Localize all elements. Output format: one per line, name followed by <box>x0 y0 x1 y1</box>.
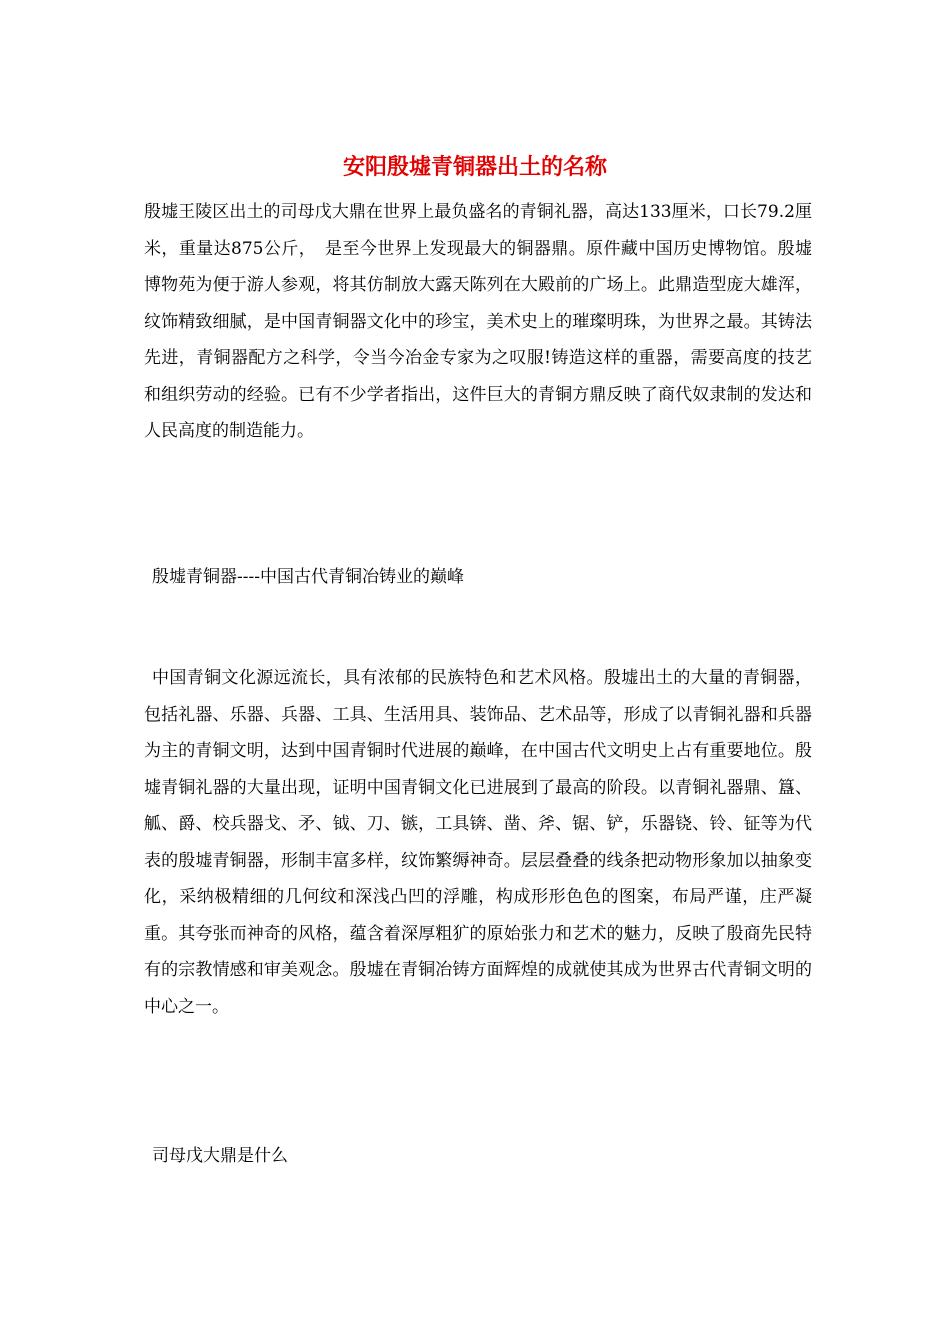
document-title: 安阳殷墟青铜器出土的名称 <box>342 155 607 180</box>
section-heading-what-is-ding: 司母戊大鼎是什么 <box>152 1146 288 1166</box>
paragraph-bronze-culture: 中国青铜文化源远流长，具有浓郁的民族特色和艺术风格。殷墟出土的大量的青铜器，包括礼器、乐器、兵器、工具、生活用具、装饰品、艺术品等，形成了以青铜礼器和兵器为主的青铜文明，达到中国青铜时代进展的巅峰，在中国古代文明史上占有重要地位。殷墟青铜礼器的大量出现，证明中国青铜文化已进展到了最高的阶段。以青铜礼器鼎、簋、觚、爵、校兵器戈、矛、钺、刀、镞，工具锛、凿、斧、锯、铲，乐器铙、铃、钲等为代表的殷墟青铜器，形制丰富多样，纹饰繁缛神奇。层层叠叠的线条把动物形象加以抽象变化，采纳极精细的几何纹和深浅凸凹的浮雕，构成形形色色的图案，布局严谨，庄严凝重。其夸张而神奇的风格，蕴含着深厚粗犷的原始张力和艺术的魅力，反映了殷商先民特有的宗教情感和审美观念。殷墟在青铜冶铸方面辉煌的成就使其成为世界古代青铜文明的中心之一。 <box>144 668 812 1017</box>
paragraph-simuwu-ding: 殷墟王陵区出土的司母戊大鼎在世界上最负盛名的青铜礼器，高达133厘米，口长79.2厘米，重量达875公斤， 是至今世界上发现最大的铜器鼎。原件藏中国历史博物馆。殷墟博物苑为便于游人参观，将其仿制放大露天陈列在大殿前的广场上。此鼎造型庞大雄浑，纹饰精致细腻，是中国青铜器文化中的珍宝，美术史上的璀璨明珠，为世界之最。其铸法先进，青铜器配方之科学，令当今冶金专家为之叹服!铸造这样的重器，需要高度的技艺和组织劳动的经验。已有不少学者指出，这件巨大的青铜方鼎反映了商代奴隶制的发达和人民高度的制造能力。 <box>144 202 812 441</box>
section-heading-bronze-peak: 殷墟青铜器----中国古代青铜冶铸业的巅峰 <box>152 567 464 587</box>
